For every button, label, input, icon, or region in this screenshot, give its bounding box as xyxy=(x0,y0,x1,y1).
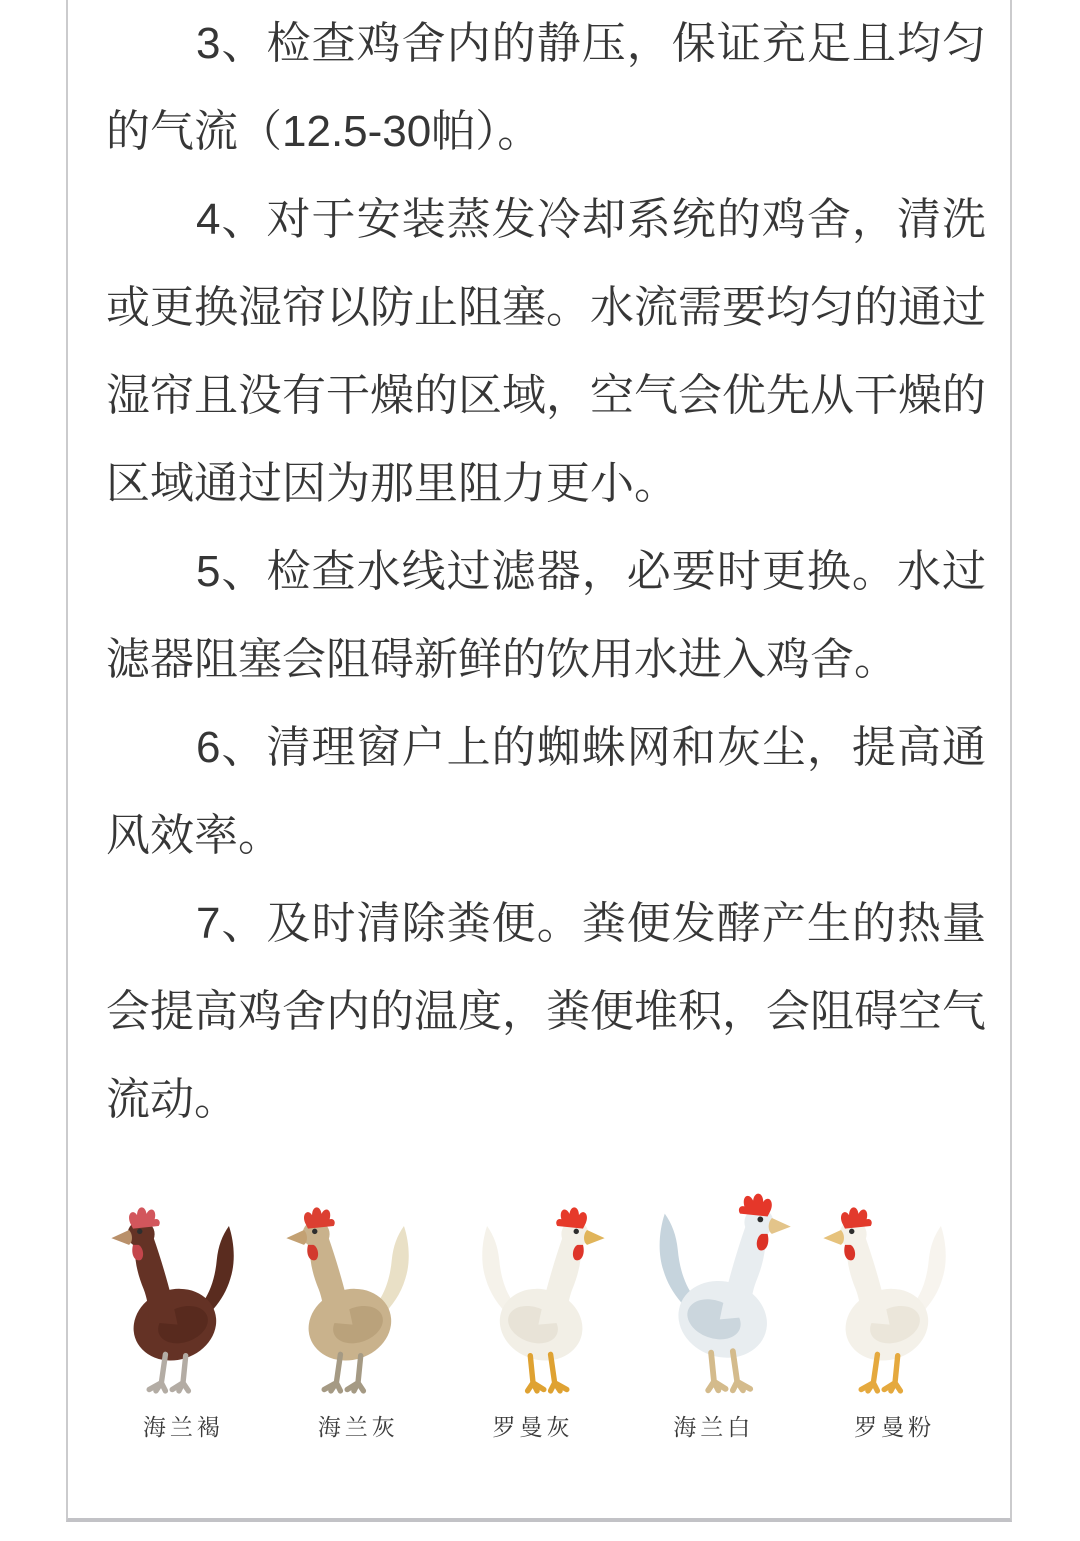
paragraph-line: 湿帘且没有干燥的区域，空气会优先从干燥的 xyxy=(106,371,986,420)
paragraph-line: 区域通过因为那里阻力更小。 xyxy=(106,459,678,508)
paragraph-line: 滤器阻塞会阻碍新鲜的饮用水进入鸡舍。 xyxy=(106,635,898,684)
breed-label: 罗曼粉 xyxy=(854,1414,936,1440)
hen-beak xyxy=(112,1230,133,1245)
paragraph-line: 5、检查水线过滤器，必要时更换。水过 xyxy=(196,547,986,596)
hen-beak xyxy=(823,1230,844,1245)
hen-eye xyxy=(849,1229,854,1234)
breed-label: 海兰褐 xyxy=(142,1414,224,1440)
hen-icon xyxy=(626,1189,802,1399)
breed-hyline-grey xyxy=(276,1203,440,1442)
paragraph-line: 3、检查鸡舍内的静压，保证充足且均匀 xyxy=(196,19,986,68)
paragraph-line: 4、对于安装蒸发冷却系统的鸡舍，清洗 xyxy=(196,195,986,244)
paragraph-line: 风效率。 xyxy=(106,811,282,860)
breed-lohmann-grey xyxy=(451,1203,615,1442)
hen-comb xyxy=(304,1207,335,1228)
hen-eye xyxy=(757,1217,763,1223)
article-card xyxy=(66,0,1012,1522)
hen-icon xyxy=(276,1203,440,1399)
breed-label: 海兰白 xyxy=(673,1414,755,1440)
hen-beak xyxy=(768,1218,790,1234)
hen-eye xyxy=(574,1229,579,1234)
breeds-figure xyxy=(68,1189,1010,1442)
hen-comb xyxy=(556,1207,587,1228)
breed-lohmann-pink xyxy=(813,1203,977,1442)
hen-icon xyxy=(813,1203,977,1399)
breed-hyline-brown xyxy=(101,1203,265,1442)
paragraph-line: 或更换湿帘以防止阻塞。水流需要均匀的通过 xyxy=(106,283,986,332)
hen-beak xyxy=(584,1230,605,1245)
hen-comb xyxy=(739,1194,772,1217)
hen-comb xyxy=(129,1207,160,1228)
breed-label: 罗曼灰 xyxy=(492,1414,574,1440)
hen-icon xyxy=(101,1203,265,1399)
hen-eye xyxy=(312,1229,317,1234)
paragraph-line: 6、清理窗户上的蜘蛛网和灰尘，提高通 xyxy=(196,723,986,772)
breed-hyline-white xyxy=(626,1189,802,1442)
paragraph-line: 流动。 xyxy=(106,1075,238,1124)
hen-icon xyxy=(451,1203,615,1399)
paragraph-line: 会提高鸡舍内的温度，粪便堆积，会阻碍空气 xyxy=(106,987,986,1036)
article-text xyxy=(106,0,986,1144)
hen-comb xyxy=(841,1207,872,1228)
hen-eye xyxy=(137,1229,142,1234)
paragraph-line: 的气流（12.5-30帕）。 xyxy=(106,107,542,156)
paragraph-line: 7、及时清除粪便。粪便发酵产生的热量 xyxy=(196,899,986,948)
breed-label: 海兰灰 xyxy=(317,1414,399,1440)
hen-beak xyxy=(287,1230,308,1245)
